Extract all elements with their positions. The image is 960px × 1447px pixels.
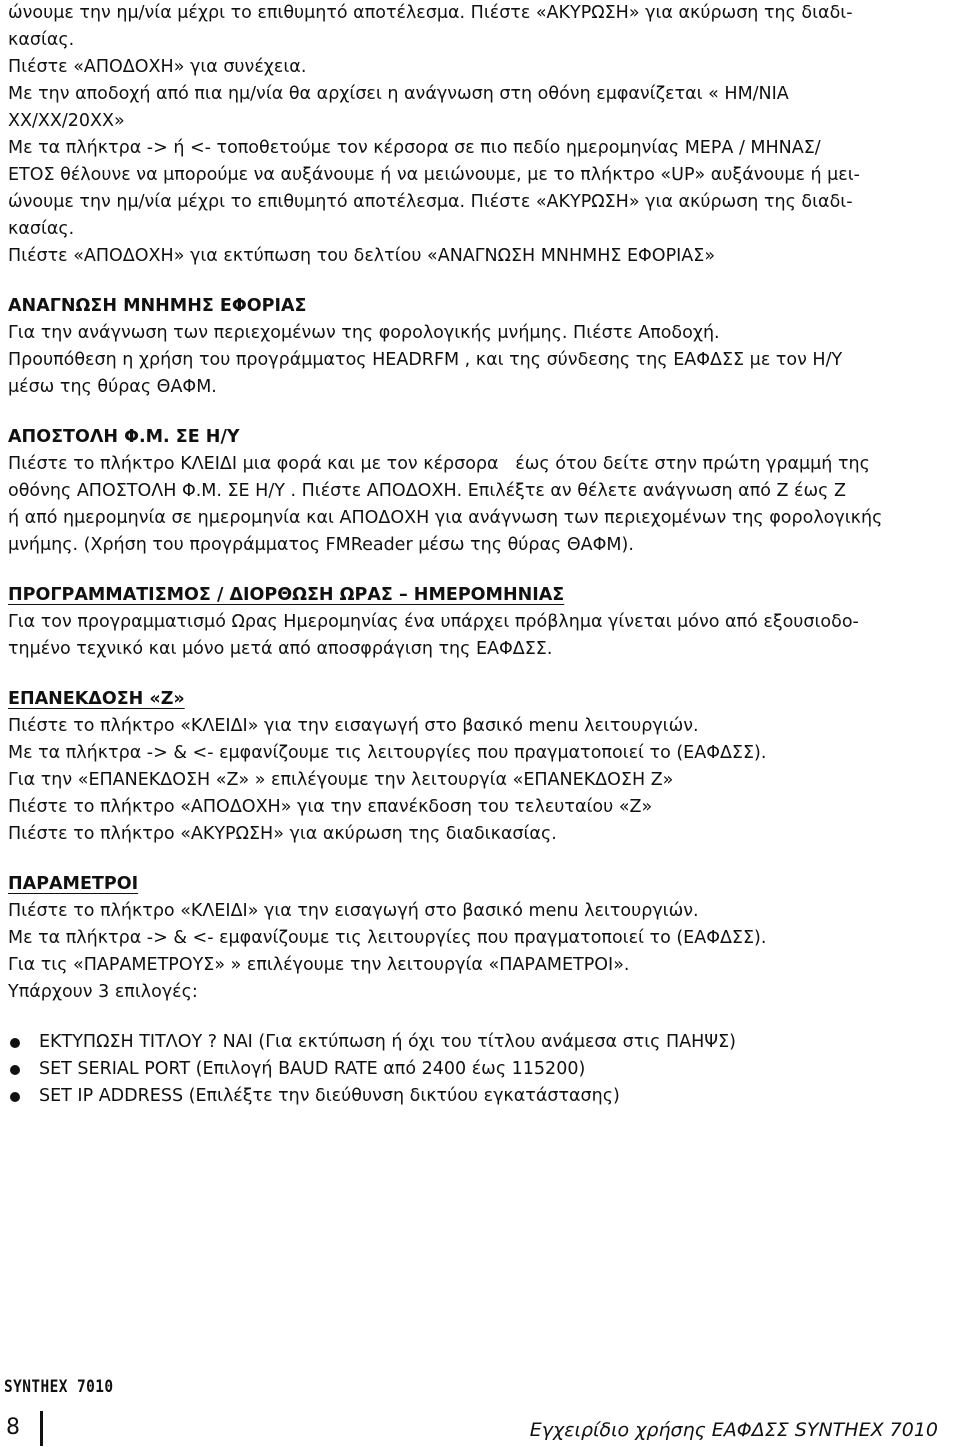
text-line: Με την αποδοχή από πια ημ/νία θα αρχίσει η ανάγνωση στη οθόνη εμφανίζεται « ΗΜ/ΝΙΑ (8, 84, 789, 104)
page-footer (0, 1410, 960, 1447)
spacer (8, 848, 956, 871)
bullet-icon (10, 1092, 20, 1102)
footer-divider (40, 1411, 43, 1446)
text-line: οθόνης ΑΠΟΣΤΟΛΗ Φ.Μ. ΣΕ Η/Υ . Πιέστε ΑΠΟΔΟΧΗ. Επιλέξτε αν θέλετε ανάγνωση από Ζ έως Ζ (8, 481, 846, 501)
options-list (8, 1029, 956, 1110)
text-line: Πιέστε το πλήκτρο «ΑΚΥΡΩΣΗ» για ακύρωση της διαδικασίας. (8, 824, 557, 844)
text-line: Για τις «ΠΑΡΑΜΕΤΡΟΥΣ» » επιλέγουμε την λειτουργία «ΠΑΡΑΜΕΤΡΟΙ». (8, 955, 630, 975)
bullet-icon (10, 1038, 20, 1048)
spacer (8, 401, 956, 424)
section-heading: ΑΝΑΓΝΩΣΗ ΜΝΗΜΗΣ ΕΦΟΡΙΑΣ (8, 296, 307, 316)
section-programmatismos (8, 582, 956, 663)
footer-title: Εγχειρίδιο χρήσης ΕΑΦΔΣΣ SYNTHEX 7010 (529, 1419, 938, 1441)
spacer (8, 663, 956, 686)
text-line: ΕΤΟΣ θέλουνε να μπορούμε να αυξάνουμε ή να μειώνουμε, με το πλήκτρο «UP» αυξάνουμε ή μει- (8, 165, 860, 185)
list-item (8, 1029, 956, 1056)
list-item-text: SET SERIAL PORT (Επιλογή BAUD RATE από 2400 έως 115200) (39, 1059, 586, 1079)
text-line: κασίας. (8, 30, 75, 50)
spacer (8, 1006, 956, 1029)
text-line: Με τα πλήκτρα -> & <- εμφανίζουμε τις λειτουργίες που πραγματοποιεί το (ΕΑΦΔΣΣ). (8, 928, 767, 948)
list-item (8, 1056, 956, 1083)
text-line: Πιέστε το πλήκτρο «ΚΛΕΙΔΙ» για την εισαγωγή στο βασικό menu λειτουργιών. (8, 716, 699, 736)
text-line: ΧΧ/ΧΧ/20ΧΧ» (8, 111, 125, 131)
page-number: 8 (6, 1415, 20, 1440)
section-anagnosi (8, 293, 956, 401)
spacer (8, 559, 956, 582)
intro-block (8, 0, 956, 270)
brand-label: SYNTHEX 7010 (4, 1377, 114, 1397)
text-line: ή από ημερομηνία σε ημερομηνία και ΑΠΟΔΟΧΗ για ανάγνωση των περιεχομένων της φορολογικής (8, 508, 883, 528)
list-item (8, 1083, 956, 1110)
text-line: κασίας. (8, 219, 75, 239)
text-line: Με τα πλήκτρα -> & <- εμφανίζουμε τις λειτουργίες που πραγματοποιεί το (ΕΑΦΔΣΣ). (8, 743, 767, 763)
section-heading: ΑΠΟΣΤΟΛΗ Φ.Μ. ΣΕ Η/Υ (8, 427, 240, 447)
section-epanekdosi (8, 686, 956, 848)
list-item-text: ΕΚΤΥΠΩΣΗ ΤΙΤΛΟΥ ? ΝΑΙ (Για εκτύπωση ή όχι του τίτλου ανάμεσα στις ΠΑΗΨΣ) (39, 1032, 736, 1052)
section-heading: ΠΑΡΑΜΕΤΡΟΙ (8, 874, 139, 894)
section-apostoli (8, 424, 956, 559)
bullet-icon (10, 1065, 20, 1075)
text-line: τημένο τεχνικό και μόνο μετά από αποσφράγιση της ΕΑΦΔΣΣ. (8, 639, 553, 659)
text-line: μέσω της θύρας ΘΑΦΜ. (8, 377, 217, 397)
text-line: Για τον προγραμματισμό Ωρας Ημερομηνίας ένα υπάρχει πρόβλημα γίνεται μόνο από εξουσιοδο- (8, 612, 859, 632)
text-line: Πιέστε το πλήκτρο «ΑΠΟΔΟΧΗ» για την επανέκδοση του τελευταίου «Ζ» (8, 797, 653, 817)
section-heading: ΕΠΑΝΕΚΔΟΣΗ «Ζ» (8, 689, 185, 709)
text-line: Για την «ΕΠΑΝΕΚΔΟΣΗ «Ζ» » επιλέγουμε την λειτουργία «ΕΠΑΝΕΚΔΟΣΗ Ζ» (8, 770, 674, 790)
text-line: Πιέστε «ΑΠΟΔΟΧΗ» για συνέχεια. (8, 57, 307, 77)
text-line: ώνουμε την ημ/νία μέχρι το επιθυμητό αποτέλεσμα. Πιέστε «ΑΚΥΡΩΣΗ» για ακύρωση της διαδι- (8, 3, 853, 23)
text-line: ώνουμε την ημ/νία μέχρι το επιθυμητό αποτέλεσμα. Πιέστε «ΑΚΥΡΩΣΗ» για ακύρωση της διαδι- (8, 192, 853, 212)
text-line: Πιέστε «ΑΠΟΔΟΧΗ» για εκτύπωση του δελτίου «ΑΝΑΓΝΩΣΗ ΜΝΗΜΗΣ ΕΦΟΡΙΑΣ» (8, 246, 716, 266)
text-line: μνήμης. (Χρήση του προγράμματος FMReader μέσω της θύρας ΘΑΦΜ). (8, 535, 634, 555)
text-line: Με τα πλήκτρα -> ή <- τοποθετούμε τον κέρσορα σε πιο πεδίο ημερομηνίας ΜΕΡΑ / ΜΗΝΑΣ/ (8, 138, 821, 158)
text-line: Προυπόθεση η χρήση του προγράμματος HEADRFM , και της σύνδεσης της ΕΑΦΔΣΣ με τον Η/Υ (8, 350, 843, 370)
text-line: Πιέστε το πλήκτρο «ΚΛΕΙΔΙ» για την εισαγωγή στο βασικό menu λειτουργιών. (8, 901, 699, 921)
section-heading: ΠΡΟΓΡΑΜΜΑΤΙΣΜΟΣ / ΔΙΟΡΘΩΣΗ ΩΡΑΣ – ΗΜΕΡΟΜΗΝΙΑΣ (8, 585, 565, 605)
list-item-text: SET IP ADDRESS (Επιλέξτε την διεύθυνση δικτύου εγκατάστασης) (39, 1086, 620, 1106)
text-line: Για την ανάγνωση των περιεχομένων της φορολογικής μνήμης. Πιέστε Αποδοχή. (8, 323, 720, 343)
text-line: Υπάρχουν 3 επιλογές: (8, 982, 198, 1002)
section-parametroi (8, 871, 956, 1110)
document-page (8, 0, 956, 1110)
text-line: Πιέστε το πλήκτρο ΚΛΕΙΔΙ μια φορά και με τον κέρσορα έως ότου δείτε στην πρώτη γραμμή της (8, 454, 870, 474)
spacer (8, 270, 956, 293)
